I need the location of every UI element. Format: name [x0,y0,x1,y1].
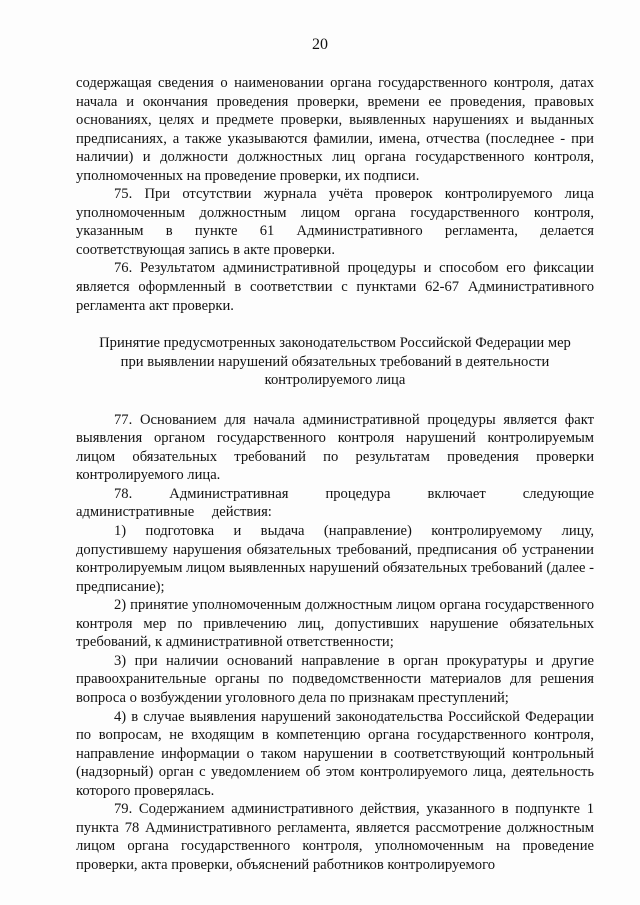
paragraph-78: 78. Административная процедура включает следующие административные действия: [76,485,594,521]
list-item-1: 1) подготовка и выдача (направление) контролируемому лицу, допустившему нарушения обязательных требований, предписания об устранении контролируемым лицом выявленных нарушений обязательных требований (далее - предписание); [76,523,594,595]
page-number: 20 [312,36,328,53]
list-item-3: 3) при наличии оснований направление в орган прокуратуры и другие правоохранительные органы по подведомственности материалов для решения вопроса о возбуждении уголовного дела по признакам преступлений; [76,652,594,706]
paragraph-76: 76. Результатом административной процедуры и способом его фиксации является оформленный в соответствии с пунктами 62-67 Административного регламента акт проверки. [76,260,594,314]
paragraph-continuation: содержащая сведения о наименовании органа государственного контроля, датах начала и окончания проведения проверки, времени ее проведения, правовых основаниях, целях и предмете проверки, выявленных нарушениях и выданных предписаниях, а также указываются фамилии, имена, отчества (последнее - при наличии) и должности должностных лиц органа государственного контроля, уполномоченных на проведение проверки, их подписи. [76,75,594,184]
paragraph-79: 79. Содержанием административного действия, указанного в подпункте 1 пункта 78 Административного регламента, является рассмотрение должностным лицом органа государственного контроля, уполномоченным на проведение проверки, акта проверки, объяснений работников контролируемого [76,801,594,873]
list-item-2: 2) принятие уполномоченным должностным лицом органа государственного контроля мер по привлечению лиц, допустивших нарушение обязательных требований, к административной ответственности; [76,597,594,651]
section-heading: Принятие предусмотренных законодательством Российской Федерации мер при выявлении нарушений обязательных требований в деятельности контролируемого лица [99,335,571,389]
document-body [76,74,594,874]
list-item-4: 4) в случае выявления нарушений законодательства Российской Федерации по вопросам, не входящим в компетенцию органа государственного контроля, направление информации о таком нарушении в соответствующий контрольный (надзорный) орган с уведомлением об этом контролируемого лица, деятельность которого проверялась. [76,708,594,799]
paragraph-75: 75. При отсутствии журнала учёта проверок контролируемого лица уполномоченным должностным лицом органа государственного контроля, указанным в пункте 61 Административного регламента, делается соответствующая запись в акте проверки. [76,186,594,258]
paragraph-77: 77. Основанием для начала административной процедуры является факт выявления органом государственного контроля нарушений контролируемым лицом обязательных требований по результатам проведения проверки контролируемого лица. [76,411,594,484]
